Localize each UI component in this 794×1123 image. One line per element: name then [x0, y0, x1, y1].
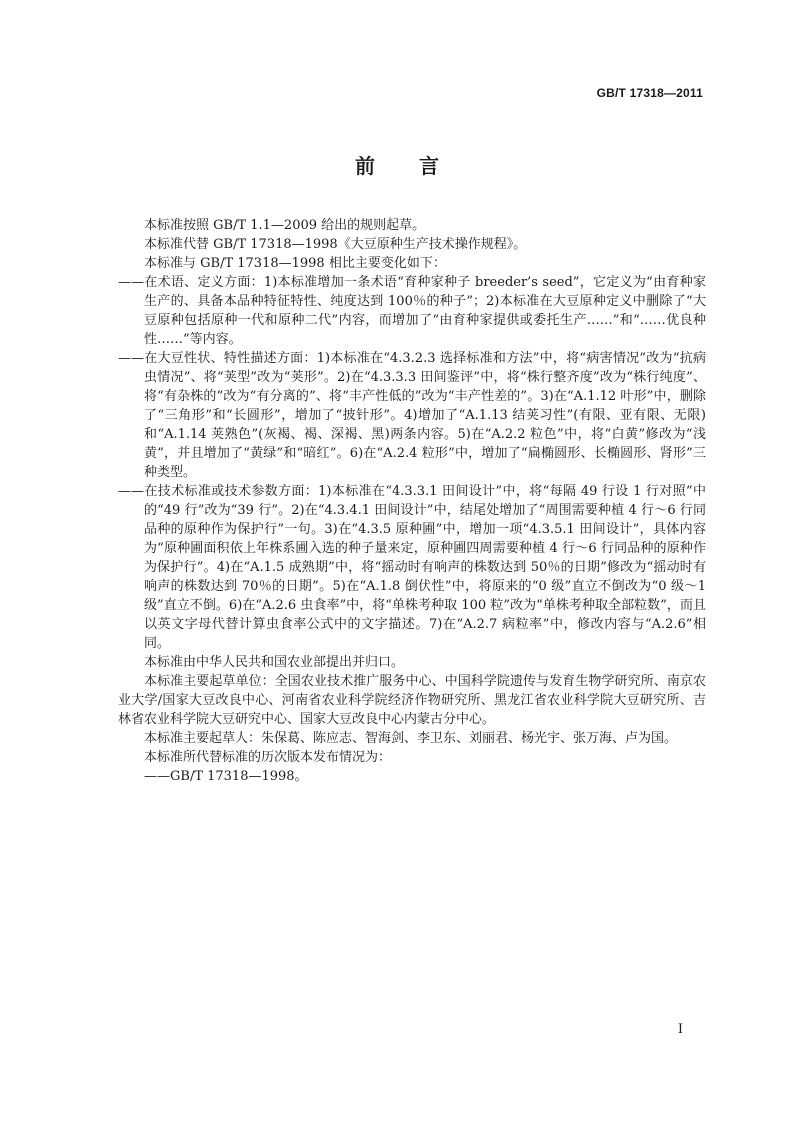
change-item-traits: ——在大豆性状、特性描述方面：1)本标准在“4.3.2.3 选择标准和方法”中，将“病害情况”改为“抗病虫情况”、将“荚型”改为“荚形”。2)在“4.3.3.3 田间鉴评”中，将“株行整齐度”改为“株行纯度”、将“有杂株的”改为“有分离的”、将“丰产性低的”改为“丰产性差的”。3)在“A.1.12 叶形”中，删除了“三角形”和“长圆形”，增加了“披针形”。4)增加了“A.1.13 结荚习性”(有限、亚有限、无限)和“A.1.14 荚熟色”(灰褐、褐、深褐、黑)两条内容。5)在“A.2.2 粒色”中，将“白黄”修改为“浅黄”，并且增加了“黄绿”和“暗红”。6)在“A.2.4 粒形”中，增加了“扁椭圆形、长椭圆形、肾形”三种类型。 [118, 351, 707, 480]
paragraph-main-changes: 本标准与 GB/T 17318—1998 相比主要变化如下： [144, 256, 446, 271]
change-item-terms: ——在术语、定义方面：1)本标准增加一条术语“育种家种子 breeder’s seed”，它定义为“由育种家生产的、具备本品种特征特性、纯度达到 100％的种子”；2)本标准在大豆原种定义中删除了“大豆原种包括原种一代和原种二代”内容，而增加了“由育种家提供或委托生产……”和“……优良种性……”等内容。 [118, 275, 706, 347]
page-number: I [677, 1022, 683, 1037]
document-body [118, 216, 706, 786]
paragraph-drafters: 本标准主要起草人：朱保葛、陈应志、智海剑、李卫东、刘丽君、杨光宇、张万海、卢为国。 [144, 731, 678, 746]
paragraph-history: 本标准所代替标准的历次版本发布情况为： [144, 750, 392, 765]
page-title: 前言 [355, 154, 483, 178]
paragraph-drafting-units: 本标准主要起草单位：全国农业技术推广服务中心、中国科学院遗传与发育生物学研究所、南京农业大学/国家大豆改良中心、河南省农业科学院经济作物研究所、黑龙江省农业科学院大豆研究所、吉林省农业科学院大豆研究中心、国家大豆改良中心内蒙古分中心。 [118, 674, 706, 727]
change-item-technical: ——在技术标准或技术参数方面：1)本标准在“4.3.3.1 田间设计”中，将“每隔 49 行设 1 行对照”中的“49 行”改为“39 行”。2)在“4.3.4.1 田间设计”中，结尾处增加了“周围需要种植 4 行～6 行同品种的原种作为保护行”一句。3)在“4.3.5 原种圃”中，增加一项“4.3.5.1 田间设计”，具体内容为“原种圃面积依上年株系圃入选的种子量来定，原种圃四周需要种植 4 行～6 行同品种的原种作为保护行”。4)在“A.1.5 成熟期”中，将“摇动时有响声的株数达到 50％的日期”修改为“摇动时有响声的株数达到 70％的日期”。5)在“A.1.8 倒伏性”中，将原来的“0 级”直立不倒改为“0 级～1 级”直立不倒。6)在“A.2.6 虫食率”中，将“单株考种取 100 粒”改为“单株考种取全部粒数”，而且以英文字母代替计算虫食率公式中的文字描述。7)在“A.2.7 病粒率”中，修改内容与“A.2.6”相同。 [118, 484, 706, 651]
paragraph-proposed-by: 本标准由中华人民共和国农业部提出并归口。 [144, 655, 405, 670]
paragraph-drafting-rules: 本标准按照 GB/T 1.1—2009 给出的规则起草。 [144, 218, 426, 233]
history-item: ——GB/T 17318—1998。 [144, 769, 308, 784]
standard-code: GB/T 17318—2011 [596, 86, 703, 100]
paragraph-replaces: 本标准代替 GB/T 17318—1998《大豆原种生产技术操作规程》。 [144, 237, 527, 252]
